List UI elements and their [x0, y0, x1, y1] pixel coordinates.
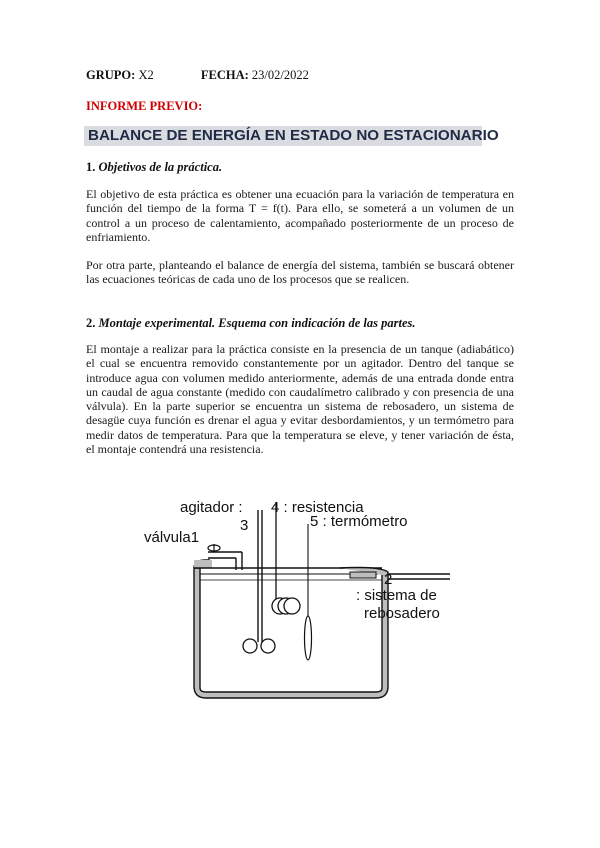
thermometer-bulb [305, 616, 312, 660]
section-1-paragraph-1: El objetivo de esta práctica es obtener una ecuación para la variación de temperatura en función del tiempo de la forma T = f(t). Para ello, se someterá a un volumen de un control a un proceso de calentamiento, acompañado posteriormente de un proceso de enfriamiento. [86, 187, 514, 244]
label-valvula: válvula1 [144, 529, 200, 546]
section-2-heading [86, 316, 416, 331]
informe-previo-heading: INFORME PREVIO: [86, 99, 203, 113]
label-num-2: 2 [384, 571, 393, 588]
label-agitador: agitador : [180, 499, 243, 516]
section-2-number: 2. [86, 316, 96, 330]
section-1-paragraph-2: Por otra parte, planteando el balance de energía del sistema, también se buscará obtener las ecuaciones teóricas de cada uno de los procesos que se realicen. [86, 258, 514, 287]
label-sistema-de: : sistema de [356, 587, 437, 604]
section-1-heading [86, 160, 222, 175]
label-num-3: 3 [240, 517, 249, 534]
section-2-paragraph-1: El montaje a realizar para la práctica consiste en la presencia de un tanque (adiabático) el cual se encuentra removido constantemente por un agitador. Dentro del tanque se introduce agua con volumen medido anteriormente, además de una entrada donde entra un caudal de agua constante (medido con caudalímetro calibrado y con presencia de una válvula). En la parte superior se encuentra un sistema de rebosadero, un sistema de desagüe cuya función es drenar el agua y evitar desbordamientos, y un termómetro para medir datos de temperatura. Para que la temperatura se eleve, y tener variación de ésta, el montaje contendrá una resistencia. [86, 342, 514, 457]
grupo-label: GRUPO: [86, 68, 136, 82]
header [86, 68, 309, 83]
fecha-value: 23/02/2022 [251, 68, 309, 82]
fecha-label: FECHA: [200, 68, 249, 82]
agitator-paddle-left [243, 639, 257, 653]
grupo-value: X2 [138, 68, 154, 82]
label-resistencia: 4 : resistencia [271, 499, 364, 516]
tank-diagram [144, 488, 454, 706]
section-1-number: 1. [86, 160, 96, 174]
label-termometro: 5 : termómetro [310, 513, 408, 530]
section-1-label: Objetivos de la práctica. [98, 160, 223, 174]
section-2-label: Montaje experimental. Esquema con indicación de las partes. [98, 316, 416, 330]
agitator-paddle-right [261, 639, 275, 653]
document-title: BALANCE DE ENERGÍA EN ESTADO NO ESTACIONARIO [88, 127, 499, 144]
label-rebosadero: rebosadero [364, 605, 440, 622]
